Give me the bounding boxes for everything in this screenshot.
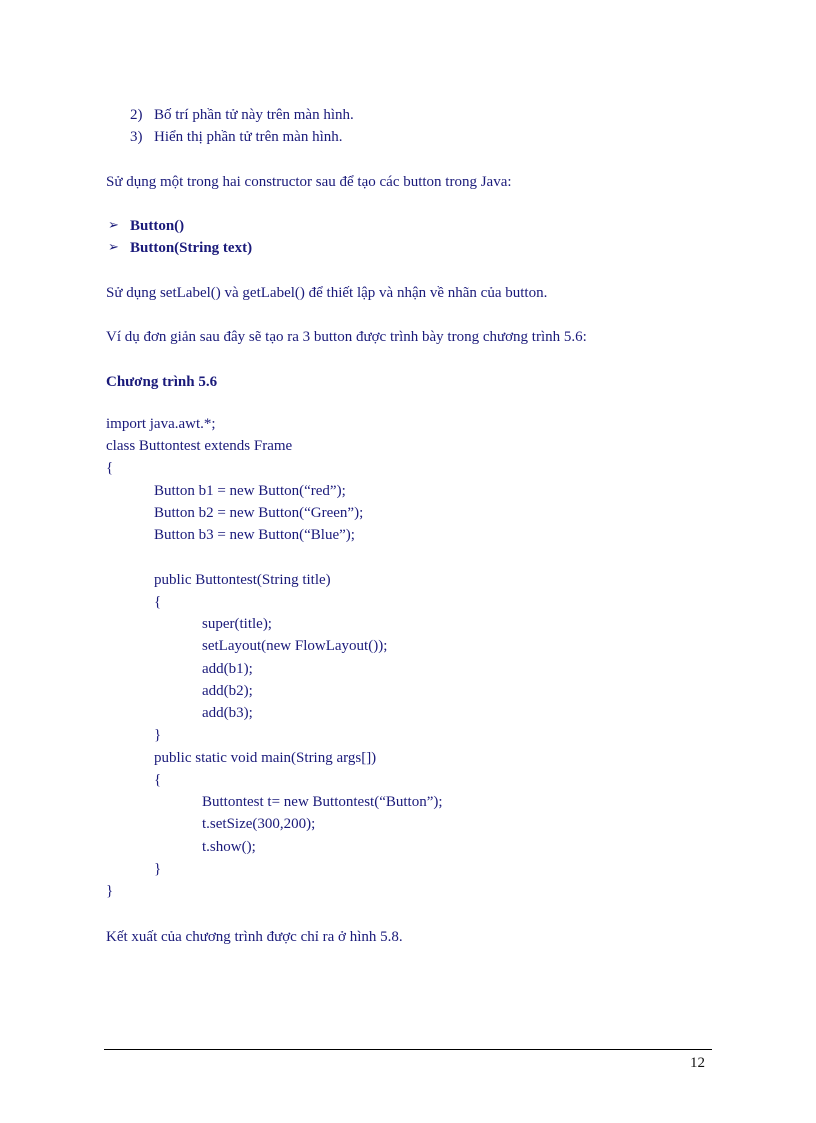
code-line: }: [106, 883, 114, 899]
program-heading: Chương trình 5.6: [106, 374, 218, 390]
code-line: public Buttontest(String title): [154, 572, 331, 588]
code-line: super(title);: [202, 616, 272, 632]
code-line: t.setSize(300,200);: [202, 816, 316, 832]
code-line: {: [154, 594, 162, 610]
code-line: }: [154, 727, 162, 743]
code-line: setLayout(new FlowLayout());: [202, 638, 388, 654]
label-paragraph: Sử dụng setLabel() và getLabel() để thiết lập và nhận về nhãn của button.: [106, 285, 548, 301]
footer-divider: [104, 1049, 712, 1050]
code-line: }: [154, 861, 162, 877]
intro-paragraph: Sử dụng một trong hai constructor sau để tạo các button trong Java:: [106, 174, 512, 190]
example-paragraph: Ví dụ đơn giản sau đây sẽ tạo ra 3 button được trình bày trong chương trình 5.6:: [106, 329, 587, 345]
constructor-item: Button(String text): [130, 240, 253, 256]
code-line: {: [106, 460, 114, 476]
code-line: Buttontest t= new Buttontest(“Button”);: [202, 794, 443, 810]
list-item-3-text: Hiển thị phần tử trên màn hình.: [154, 129, 343, 145]
code-line: class Buttontest extends Frame: [106, 438, 293, 454]
code-line: add(b3);: [202, 705, 253, 721]
list-item-2-text: Bố trí phần tử này trên màn hình.: [154, 107, 354, 123]
code-line: import java.awt.*;: [106, 416, 216, 432]
code-line: add(b2);: [202, 683, 253, 699]
code-line: t.show();: [202, 839, 256, 855]
page-number: 12: [690, 1055, 705, 1071]
code-line: Button b3 = new Button(“Blue”);: [154, 527, 355, 543]
arrow-bullet-icon: ➢: [108, 240, 119, 255]
code-line: Button b2 = new Button(“Green”);: [154, 505, 364, 521]
code-line: Button b1 = new Button(“red”);: [154, 483, 346, 499]
arrow-bullet-icon: ➢: [108, 218, 119, 233]
list-marker-2: 2): [130, 107, 143, 123]
constructor-item: Button(): [130, 218, 185, 234]
code-line: {: [154, 772, 162, 788]
list-marker-3: 3): [130, 129, 143, 145]
code-line: public static void main(String args[]): [154, 750, 377, 766]
code-line: add(b1);: [202, 661, 253, 677]
output-paragraph: Kết xuất của chương trình được chỉ ra ở hình 5.8.: [106, 929, 403, 945]
